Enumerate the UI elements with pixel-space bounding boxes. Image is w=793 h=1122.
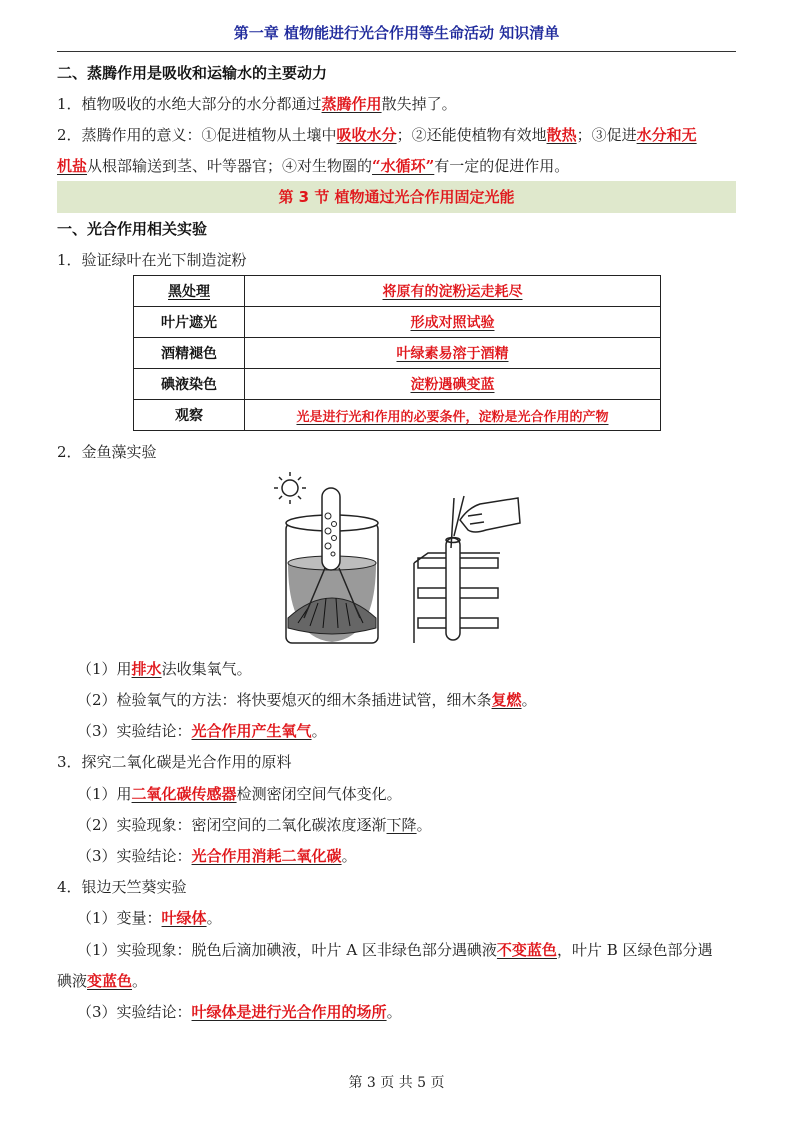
text: 。 <box>386 1003 402 1021</box>
text: （1）用 <box>77 785 132 803</box>
text: 碘液 <box>57 972 88 990</box>
result-cell <box>245 276 661 307</box>
answer-text: 吸收水分 <box>336 126 397 144</box>
transpiration-item-2-line-1 <box>57 125 697 145</box>
text: 检测密闭空间气体变化。 <box>236 785 402 803</box>
text: 。 <box>132 972 148 990</box>
section-title-bar <box>57 181 736 213</box>
text: 有一定的促进作用。 <box>434 157 570 175</box>
exp4-question-1 <box>77 908 222 928</box>
answer-text: 排水 <box>131 660 162 678</box>
text: （1）用 <box>77 660 132 678</box>
text: ；③促进 <box>576 126 637 144</box>
answer-text: 水分和无 <box>636 126 697 144</box>
transpiration-item-2-line-2 <box>57 156 569 176</box>
text: 。 <box>206 909 222 927</box>
step-cell <box>134 338 245 369</box>
exp2-question-3 <box>77 721 327 741</box>
answer-text: 光是进行光和作用的必要条件，淀粉是光合作用的产物 <box>296 409 609 425</box>
transpiration-item-1 <box>57 94 457 114</box>
answer-text: 光合作用消耗二氧化碳 <box>191 847 342 865</box>
step-label: 叶片遮光 <box>161 315 217 331</box>
text: （2）实验现象：密闭空间的二氧化碳浓度逐渐 <box>77 816 387 834</box>
page-header-title: 第一章 植物能进行光合作用等生命活动 知识清单 <box>233 24 560 42</box>
exp3-question-1 <box>77 784 402 804</box>
exp4-question-2-line-1 <box>77 940 713 960</box>
table-row <box>134 276 661 307</box>
text: （3）实验结论： <box>77 722 192 740</box>
answer-text: 复燃 <box>491 691 522 709</box>
heading-photosynthesis-experiments: 一、光合作用相关实验 <box>57 220 208 238</box>
sun-icon <box>274 472 306 504</box>
answer-text: 叶绿体是进行光合作用的场所 <box>191 1003 387 1021</box>
text: 。 <box>341 847 357 865</box>
step-cell <box>134 307 245 338</box>
result-cell <box>245 369 661 400</box>
step-cell <box>134 400 245 431</box>
step-label: 黑处理 <box>168 284 210 300</box>
hornwort-experiment-figure <box>268 468 522 648</box>
exp4-question-3 <box>77 1002 402 1022</box>
table-row <box>134 307 661 338</box>
answer-text: 形成对照试验 <box>410 315 495 331</box>
experiment-1-title: 1．验证绿叶在光下制造淀粉 <box>57 251 247 269</box>
text: ，叶片 B 区绿色部分遇 <box>556 941 713 959</box>
answer-text: 变蓝色 <box>87 972 133 990</box>
table-row <box>134 338 661 369</box>
text: 法收集氧气。 <box>161 660 252 678</box>
text: 。 <box>311 722 327 740</box>
exp2-question-1 <box>77 659 252 679</box>
starch-experiment-table <box>133 275 661 431</box>
text: （3）实验结论： <box>77 847 192 865</box>
answer-text: 将原有的淀粉运走耗尽 <box>382 284 523 300</box>
answer-text: 机盐 <box>57 157 88 175</box>
experiment-3-title: 3．探究二氧化碳是光合作用的原料 <box>57 753 292 771</box>
text: （2）检验氧气的方法：将快要熄灭的细木条插进试管，细木条 <box>77 691 492 709</box>
exp3-question-2 <box>77 815 432 835</box>
text: ；②还能使植物有效地 <box>396 126 547 144</box>
text: 1．植物吸收的水绝大部分的水分都通过 <box>57 95 322 113</box>
step-label: 碘液染色 <box>161 377 217 393</box>
section-title: 第 3 节 植物通过光合作用固定光能 <box>278 188 515 206</box>
text: 。 <box>521 691 537 709</box>
text: （3）实验结论： <box>77 1003 192 1021</box>
answer-text: 下降 <box>386 816 417 834</box>
step-cell <box>134 276 245 307</box>
text: 散失掉了。 <box>381 95 457 113</box>
heading-transpiration: 二、蒸腾作用是吸收和运输水的主要动力 <box>57 64 328 82</box>
answer-text: 二氧化碳传感器 <box>131 785 237 803</box>
exp3-question-3 <box>77 846 357 866</box>
text: 从根部输送到茎、叶等器官；④对生物圈的 <box>87 157 373 175</box>
table-row <box>134 369 661 400</box>
header-divider <box>57 51 736 52</box>
answer-text: 淀粉遇碘变蓝 <box>410 377 495 393</box>
text: 。 <box>416 816 432 834</box>
step-cell <box>134 369 245 400</box>
answer-text: 叶绿体 <box>161 909 207 927</box>
result-cell <box>245 400 661 431</box>
step-label: 酒精褪色 <box>161 346 217 362</box>
text: 2．蒸腾作用的意义：①促进植物从土壤中 <box>57 126 337 144</box>
experiment-4-title: 4．银边天竺葵实验 <box>57 878 187 896</box>
table-row <box>134 400 661 431</box>
answer-text: 不变蓝色 <box>496 941 557 959</box>
answer-text: 光合作用产生氧气 <box>191 722 312 740</box>
result-cell <box>245 338 661 369</box>
result-cell <box>245 307 661 338</box>
text: （1）实验现象：脱色后滴加碘液，叶片 A 区非绿色部分遇碘液 <box>77 941 497 959</box>
text: （1）变量： <box>77 909 162 927</box>
answer-text: 叶绿素易溶于酒精 <box>396 346 509 362</box>
answer-text: 散热 <box>546 126 577 144</box>
page-number: 第 3 页 共 5 页 <box>348 1075 445 1091</box>
exp4-question-2-line-2 <box>57 971 147 991</box>
experiment-2-title: 2．金鱼藻实验 <box>57 443 157 461</box>
test-tube-rack-icon <box>414 496 520 643</box>
answer-text: 蒸腾作用 <box>321 95 382 113</box>
beaker-icon <box>286 488 378 643</box>
exp2-question-2 <box>77 690 537 710</box>
step-label: 观察 <box>175 408 203 424</box>
answer-text: “水循环” <box>372 157 435 175</box>
